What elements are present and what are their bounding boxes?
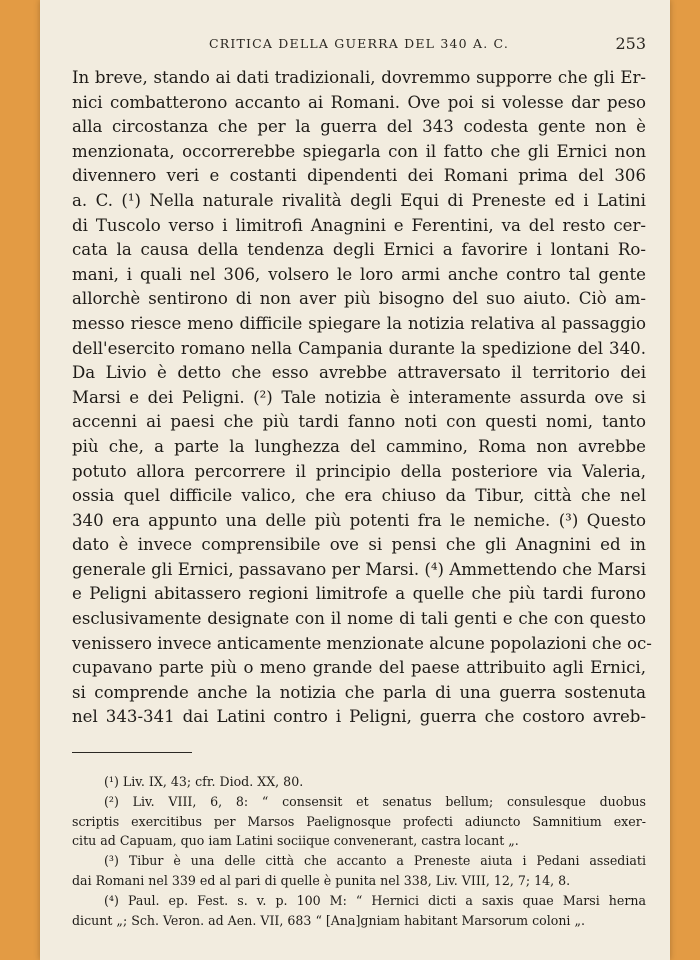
- text-line: dell'esercito romano nella Campania durante la spedizione del 340.: [72, 338, 646, 358]
- text-line: potuto allora percorrere il principio della posteriore via Valeria,: [72, 461, 646, 481]
- text-line: nici combatterono accanto ai Romani. Ove poi si volesse dar peso: [72, 92, 646, 112]
- page-number: 253: [615, 34, 646, 53]
- text-line: venissero invece anticamente menzionate alcune popolazioni che oc-: [72, 633, 652, 653]
- main-text: [72, 66, 652, 730]
- text-line: In breve, stando ai dati tradizionali, dovremmo supporre che gli Er-: [72, 68, 646, 87]
- footnote-line: (²) Liv. VIII, 6, 8: “ consensit et senatus bellum; consulesque duobus: [104, 793, 646, 809]
- book-page: [40, 0, 670, 960]
- footnote-line: (¹) Liv. IX, 43; cfr. Diod. XX, 80.: [104, 774, 304, 789]
- footnote-line: dai Romani nel 339 ed al pari di quelle è punita nel 338, Liv. VIII, 12, 7; 14, 8.: [72, 872, 571, 888]
- text-line: dato è invece comprensibile ove si pensi che gli Anagnini ed in: [72, 535, 646, 555]
- text-line: divennero veri e costanti dipendenti dei Romani prima del 306: [72, 166, 646, 186]
- text-line: cupavano parte più o meno grande del paese attribuito agli Ernici,: [72, 658, 646, 678]
- text-line: esclusivamente designate con il nome di tali genti e che con questo: [72, 609, 646, 629]
- page-header: [72, 34, 646, 56]
- footnote-line: scriptis exercitibus per Marsos Paelignosque profecti adiuncto Samnitium exer-: [72, 813, 646, 829]
- text-line: più che, a parte la lunghezza del cammino, Roma non avrebbe: [72, 436, 646, 456]
- text-line: alla circostanza che per la guerra del 343 codesta gente non è: [72, 117, 646, 137]
- text-line: e Peligni abitassero regioni limitrofe a quelle che più tardi furono: [72, 584, 646, 604]
- text-line: messo riesce meno difficile spiegare la notizia relativa al passaggio: [72, 313, 646, 333]
- footnote-divider: [72, 752, 192, 753]
- text-line: a. C. (¹) Nella naturale rivalità degli Equi di Preneste ed i Latini: [72, 190, 646, 210]
- text-line: di Tuscolo verso i limitrofi Anagnini e Ferentini, va del resto cer-: [72, 215, 646, 235]
- footnotes: [72, 772, 646, 930]
- text-line: Marsi e dei Peligni. (²) Tale notizia è interamente assurda ove si: [72, 387, 646, 407]
- footnote-line: (³) Tibur è una delle città che accanto a Preneste aiuta i Pedani assediati: [104, 853, 646, 869]
- text-line: nel 343-341 dai Latini contro i Peligni, guerra che costoro avreb-: [72, 707, 646, 727]
- text-line: si comprende anche la notizia che parla di una guerra sostenuta: [72, 682, 646, 702]
- text-line: Da Livio è detto che esso avrebbe attraversato il territorio dei: [72, 363, 646, 383]
- text-line: accenni ai paesi che più tardi fanno noti con questi nomi, tanto: [72, 412, 646, 432]
- text-line: menzionata, occorrerebbe spiegarla con il fatto che gli Ernici non: [72, 141, 646, 161]
- text-line: ossia quel difficile valico, che era chiuso da Tibur, città che nel: [72, 486, 646, 506]
- text-line: generale gli Ernici, passavano per Marsi. (⁴) Ammettendo che Marsi: [72, 559, 646, 579]
- text-line: 340 era appunto una delle più potenti fra le nemiche. (³) Questo: [72, 510, 646, 530]
- running-title: CRITICA DELLA GUERRA DEL 340 A. C.: [208, 36, 510, 51]
- text-line: cata la causa della tendenza degli Ernici a favorire i lontani Ro-: [72, 240, 646, 260]
- text-line: mani, i quali nel 306, volsero le loro armi anche contro tal gente: [72, 264, 646, 284]
- footnote-line: citu ad Capuam, quo iam Latini sociique convenerant, castra locant „.: [72, 833, 519, 849]
- footnote-line: dicunt „; Sch. Veron. ad Aen. VII, 683 “ [Ana]gniam habitant Marsorum coloni „.: [72, 912, 585, 928]
- text-line: allorchè sentirono di non aver più bisogno del suo aiuto. Ciò am-: [72, 289, 646, 309]
- footnote-line: (⁴) Paul. ep. Fest. s. v. p. 100 M: “ Hernici dicti a saxis quae Marsi herna: [104, 892, 646, 908]
